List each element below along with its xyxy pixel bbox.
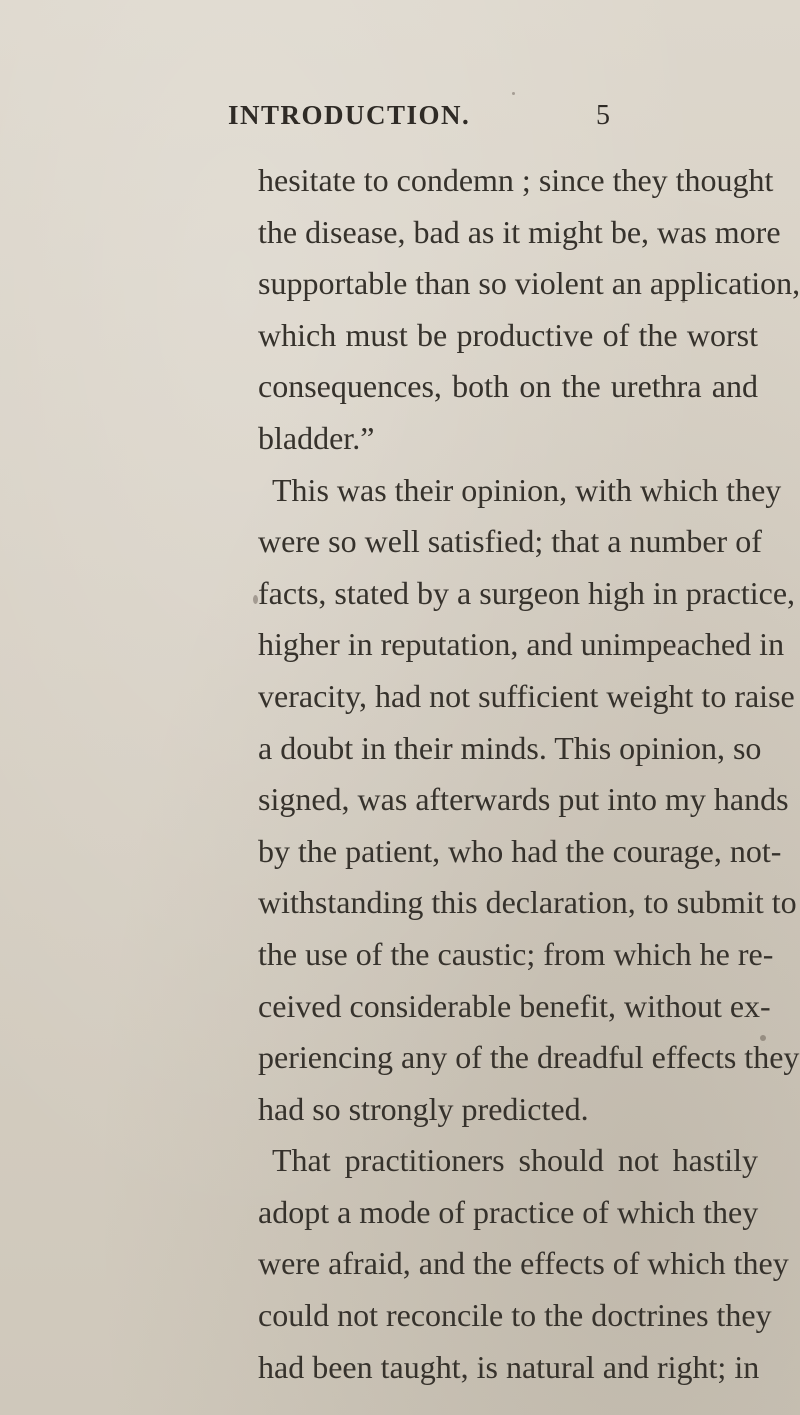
text-line: signed, was afterwards put into my hands bbox=[258, 781, 789, 818]
text-line: which must be productive of the worst bbox=[258, 316, 758, 353]
text-line: the use of the caustic; from which he re- bbox=[258, 935, 774, 972]
text-line: had so strongly predicted. bbox=[258, 1090, 589, 1127]
text-line: the disease, bad as it might be, was more bbox=[258, 213, 781, 250]
page-number: 5 bbox=[596, 100, 612, 131]
text-line: veracity, had not sufficient weight to raise bbox=[258, 677, 795, 714]
paper-speck bbox=[760, 1035, 766, 1041]
text-line: periencing any of the dreadful effects they bbox=[258, 1039, 800, 1076]
running-title: INTRODUCTION. bbox=[228, 100, 471, 130]
text-line: facts, stated by a surgeon high in practice, bbox=[258, 574, 796, 611]
body-text bbox=[258, 155, 800, 1393]
paper-speck bbox=[253, 595, 258, 604]
paragraph-start-line: That practitioners should not hastily bbox=[272, 1142, 758, 1179]
paragraph-start-line: This was their opinion, with which they bbox=[272, 471, 782, 508]
text-line: could not reconcile to the doctrines they bbox=[258, 1297, 772, 1334]
text-line: consequences, both on the urethra and bbox=[258, 368, 758, 405]
text-line: ceived considerable benefit, without ex- bbox=[258, 987, 771, 1024]
text-line: withstanding this declaration, to submit to bbox=[258, 884, 797, 921]
text-line: supportable than so violent an application, bbox=[258, 265, 800, 302]
text-line: hesitate to condemn ; since they thought bbox=[258, 162, 774, 198]
text-line: were so well satisfied; that a number of bbox=[258, 523, 762, 560]
running-header bbox=[228, 100, 628, 140]
text-line: had been taught, is natural and right; in bbox=[258, 1348, 760, 1385]
text-line: adopt a mode of practice of which they bbox=[258, 1193, 759, 1230]
text-line: by the patient, who had the courage, not- bbox=[258, 832, 782, 869]
text-line: bladder.” bbox=[258, 419, 375, 456]
paper-speck bbox=[682, 300, 685, 303]
text-line: a doubt in their minds. This opinion, so bbox=[258, 729, 762, 766]
text-line: higher in reputation, and unimpeached in bbox=[258, 626, 785, 663]
paper-speck bbox=[512, 92, 515, 95]
text-line: were afraid, and the effects of which they bbox=[258, 1245, 789, 1282]
